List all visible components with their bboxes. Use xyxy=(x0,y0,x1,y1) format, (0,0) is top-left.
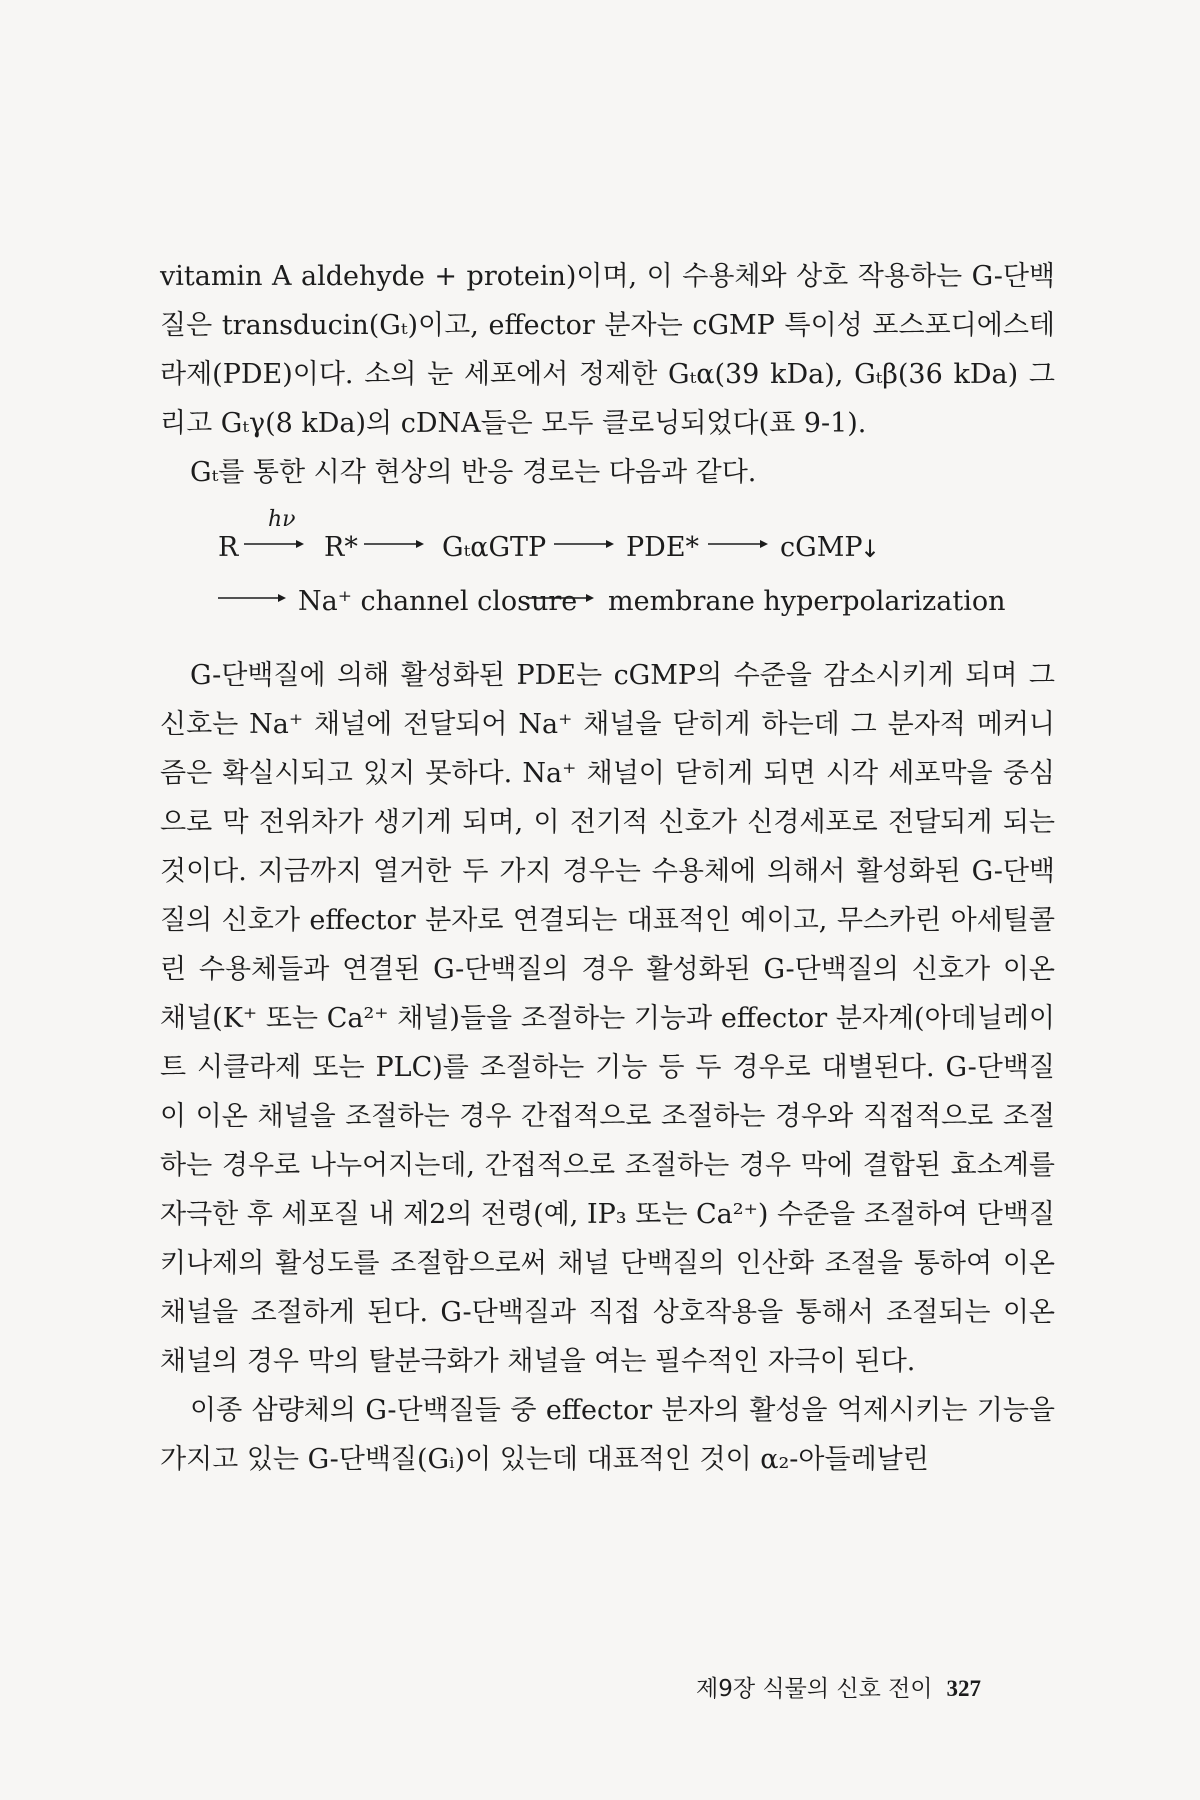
node-na-channel-closure: Na⁺ channel closure xyxy=(298,586,578,617)
node-membrane-hyperpolarization: membrane hyperpolarization xyxy=(608,586,1006,617)
node-gta-gtp: GₜαGTP xyxy=(442,532,547,563)
paragraph-2: Gₜ를 통한 시각 현상의 반응 경로는 다음과 같다. xyxy=(190,457,757,488)
pathway-row-2 xyxy=(160,577,1055,617)
signal-pathway-diagram xyxy=(160,499,1055,629)
pathway-row-1 xyxy=(160,507,1055,563)
arrow-icon xyxy=(526,593,594,603)
page-number: 327 xyxy=(946,1676,982,1701)
node-pde-star: PDE* xyxy=(626,532,700,563)
chapter-title: 제9장 식물의 신호 전이 xyxy=(696,1676,933,1702)
label-hv: hν xyxy=(268,507,296,532)
arrow-icon xyxy=(708,539,768,549)
paragraph-4: 이종 삼량체의 G-단백질들 중 effector 분자의 활성을 억제시키는 기능을 가지고 있는 G-단백질(Gᵢ)이 있는데 대표적인 것이 α₂-아들레날린 xyxy=(160,1395,1055,1475)
node-r-star: R* xyxy=(324,532,358,563)
node-r: R xyxy=(218,532,239,563)
arrow-icon xyxy=(364,539,424,549)
page-footer xyxy=(696,1670,981,1703)
arrow-icon xyxy=(554,539,614,549)
paragraph-1: vitamin A aldehyde + protein)이며, 이 수용체와 상호 작용하는 G-단백질은 transducin(Gₜ)이고, effector 분자는 cGMP 특이성 포스포디에스테라제(PDE)이다. 소의 눈 세포에서 정제한 Gₜα(39 kDa), Gₜβ(36 kDa) 그리고 Gₜγ(8 kDa)의 cDNA들은 모두 클로닝되었다(표 9-1). xyxy=(160,261,1055,439)
arrow-icon xyxy=(218,593,286,603)
down-arrow-icon: ↓ xyxy=(860,535,881,563)
paragraph-3: G-단백질에 의해 활성화된 PDE는 cGMP의 수준을 감소시키게 되며 그 신호는 Na⁺ 채널에 전달되어 Na⁺ 채널을 닫히게 하는데 그 분자적 메커니즘은 확실시되고 있지 못하다. Na⁺ 채널이 닫히게 되면 시각 세포막을 중심으로 막 전위차가 생기게 되며, 이 전기적 신호가 신경세포로 전달되게 되는 것이다. 지금까지 열거한 두 가지 경우는 수용체에 의해서 활성화된 G-단백질의 신호가 effector 분자로 연결되는 대표적인 예이고, 무스카린 아세틸콜린 수용체들과 연결된 G-단백질의 경우 활성화된 G-단백질의 신호가 이온 채널(K⁺ 또는 Ca²⁺ 채널)들을 조절하는 기능과 effector 분자계(아데닐레이트 시클라제 또는 PLC)를 조절하는 기능 등 두 경우로 대별된다. G-단백질이 이온 채널을 조절하는 경우 간접적으로 조절하는 경우와 직접적으로 조절하는 경우로 나누어지는데, 간접적으로 조절하는 경우 막에 결합된 효소계를 자극한 후 세포질 내 제2의 전령(예, IP₃ 또는 Ca²⁺) 수준을 조절하여 단백질 키나제의 활성도를 조절함으로써 채널 단백질의 인산화 조절을 통하여 이온 채널을 조절하게 된다. G-단백질과 직접 상호작용을 통해서 조절되는 이온 채널의 경우 막의 탈분극화가 채널을 여는 필수적인 자극이 된다. xyxy=(160,660,1055,1377)
body-text xyxy=(160,252,1055,1484)
node-cgmp: cGMP xyxy=(780,532,863,563)
